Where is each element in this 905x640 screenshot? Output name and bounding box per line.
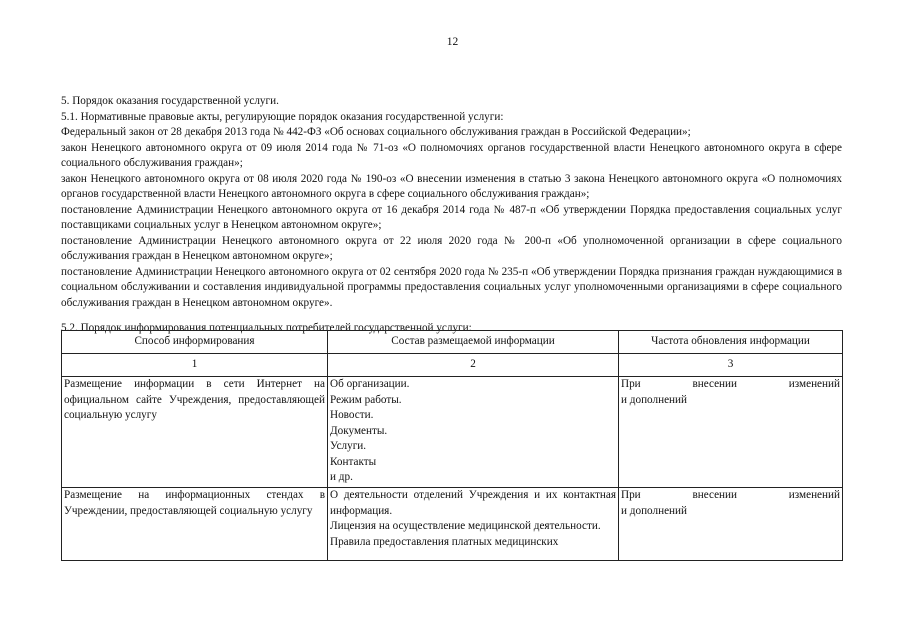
column-number-row [62, 354, 843, 377]
content-line: Контакты [330, 455, 377, 468]
column-number: 2 [328, 354, 619, 377]
content-line: Об организации. [330, 378, 410, 390]
content-line: Услуги. [330, 440, 367, 452]
frequency-word: внесении [692, 378, 737, 390]
section-heading-5-2: 5.2. Порядок информирования потенциальных потребителей государственной услуги: [61, 322, 472, 334]
legal-act-2: закон Ненецкого автономного округа от 09 июля 2014 года № 71-оз «О полномочиях органов государственной власти Ненецкого автономного округа в сфере социального обслуживания граждан»; [61, 141, 842, 169]
frequency-word: внесении [692, 489, 737, 501]
section-heading-5: 5. Порядок оказания государственной услуги. [61, 95, 279, 107]
content-line: и др. [330, 471, 353, 483]
content-line: Новости. [330, 409, 374, 421]
frequency-line [621, 377, 840, 393]
page-number: 12 [446, 36, 459, 48]
section-heading-5-1: 5.1. Нормативные правовые акты, регулирующие порядок оказания государственной услуги: [61, 110, 504, 123]
content-line: Документы. [330, 424, 388, 437]
information-content [328, 377, 619, 488]
content-line: Режим работы. [330, 393, 402, 406]
legal-act-5: постановление Администрации Ненецкого автономного округа от 22 июля 2020 года № 200-п «Об уполномоченной организации в сфере социального обслуживания граждан в Ненецком автономном округе»; [61, 234, 842, 262]
legal-act-1: Федеральный закон от 28 декабря 2013 года № 442-ФЗ «Об основах социального обслуживания граждан в Российской Федерации»; [61, 126, 691, 138]
table-header-row [62, 331, 843, 354]
frequency-line [621, 488, 840, 504]
legal-act-4: постановление Администрации Ненецкого автономного округа от 16 декабря 2014 года № 487-п «Об утверждении Порядка предоставления социальных услуг поставщиками социальных услуг в Ненецком автономном округе»; [61, 203, 842, 231]
update-frequency [619, 488, 843, 561]
informing-method: Размещение на информационных стендах в Учреждении, предоставляющей социальную услугу [62, 488, 328, 561]
column-number: 3 [619, 354, 843, 377]
table-row [62, 488, 843, 561]
informing-table [61, 330, 843, 561]
frequency-word: изменений [788, 378, 840, 390]
frequency-word: изменений [788, 489, 840, 501]
information-content [328, 488, 619, 561]
content-line: Правила предоставления платных медицинских [330, 535, 559, 548]
frequency-word: При [621, 378, 641, 390]
column-header: Частота обновления информации [619, 331, 843, 354]
frequency-tail: и дополнений [621, 504, 687, 517]
table-row [62, 377, 843, 488]
column-header: Состав размещаемой информации [328, 331, 619, 354]
content-line: О деятельности отделений Учреждения и их контактная информация. [330, 489, 616, 517]
content-line: Лицензия на осуществление медицинской деятельности. [330, 520, 601, 532]
legal-act-3: закон Ненецкого автономного округа от 08 июля 2020 года № 190-оз «О внесении изменения в статью 3 закона Ненецкого автономного округа «О полномочиях органов государственной власти Ненецкого автономного округа в сфере социального обслуживания граждан»; [61, 172, 842, 200]
frequency-tail: и дополнений [621, 393, 687, 406]
document-body [61, 94, 842, 337]
column-header: Способ информирования [62, 331, 328, 354]
legal-act-6: постановление Администрации Ненецкого автономного округа от 02 сентября 2020 года № 235-п «Об утверждении Порядка признания граждан нуждающимися в социальном обслуживании и составления индивидуальной программы предоставления социальных услуг уполномоченными организациями в сфере социального обслуживания граждан в Ненецком автономном округе». [61, 265, 842, 309]
informing-method: Размещение информации в сети Интернет на официальном сайте Учреждения, предоставляющей социальную услугу [62, 377, 328, 488]
update-frequency [619, 377, 843, 488]
column-number: 1 [62, 354, 328, 377]
frequency-word: При [621, 489, 641, 501]
